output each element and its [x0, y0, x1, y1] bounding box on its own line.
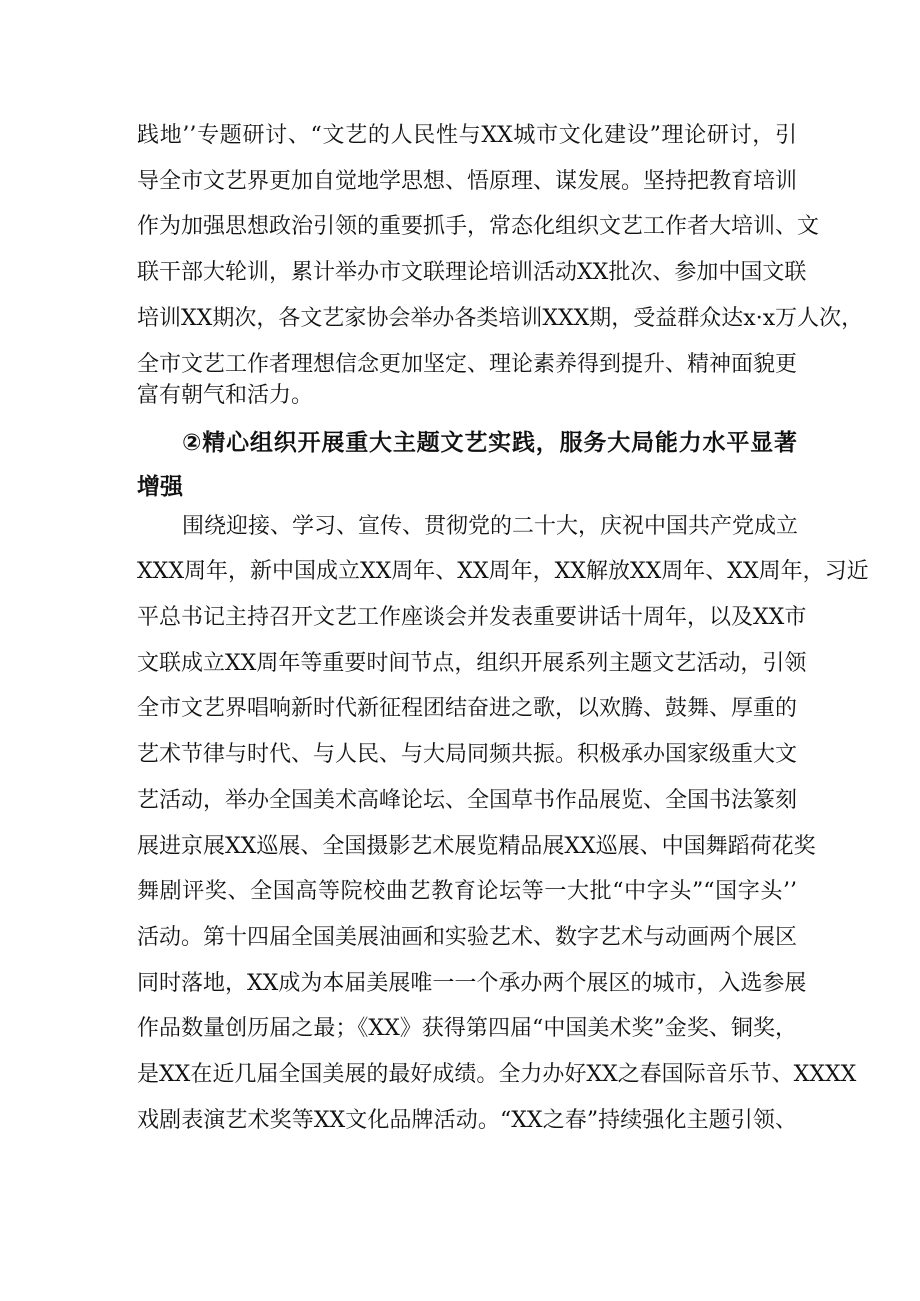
paragraph-1-line: 全市文艺工作者理想信念更加坚定、理论素养得到提升、精神面貌更 [137, 352, 798, 377]
paragraph-1-line: 联干部大轮训，累计举办市文联理论培训活动XX批次、参加中国文联 [137, 260, 807, 285]
paragraph-2-line: 围绕迎接、学习、宣传、贯彻党的二十大，庆祝中国共产党成立 [182, 514, 799, 539]
paragraph-2-line: XXX周年，新中国成立XX周年、XX周年，XX解放XX周年、XX周年，习近 [137, 559, 869, 584]
paragraph-2-line: 艺活动，举办全国美术高峰论坛、全国草书作品展览、全国书法篆刻 [137, 788, 798, 813]
paragraph-2-line: 同时落地，XX成为本届美展唯一一个承办两个展区的城市，入选参展 [137, 971, 807, 996]
paragraph-2-line: 是XX在近几届全国美展的最好成绩。全力办好XX之春国际音乐节、XXXX [137, 1062, 857, 1087]
paragraph-2-line: 平总书记主持召开文艺工作座谈会并发表重要讲话十周年，以及XX市 [137, 605, 807, 630]
paragraph-2-line: 作品数量创历届之最；《XX》获得第四届“中国美术奖”金奖、铜奖， [137, 1016, 797, 1041]
paragraph-2-line: 全市文艺界唱响新时代新征程团结奋进之歌，以欢腾、鼓舞、厚重的 [137, 696, 798, 721]
section-heading: ②精心组织开展重大主题文艺实践，服务大局能力水平显著 [182, 430, 797, 456]
paragraph-1-line: 培训XX期次，各文艺家协会举办各类培训XXX期，受益群众达x·x万人次， [137, 306, 864, 331]
paragraph-2-line: 展进京展XX巡展、全国摄影艺术展览精品展XX巡展、中国舞蹈荷花奖 [137, 834, 816, 859]
paragraph-1-line: 导全市文艺界更加自觉地学思想、悟原理、谋发展。坚持把教育培训 [137, 169, 798, 194]
paragraph-2-line: 艺术节律与时代、与人民、与大局同频共振。积极承办国家级重大文 [137, 742, 798, 767]
paragraph-1-line: 作为加强思想政治引领的重要抓手，常态化组织文艺工作者大培训、文 [137, 214, 820, 239]
paragraph-2-line: 舞剧评奖、全国高等院校曲艺教育论坛等一大批“中字头”“国字头’’ [137, 879, 797, 904]
paragraph-2-line: 戏剧表演艺术奖等XX文化品牌活动。“XX之春”持续强化主题引领、 [137, 1108, 797, 1133]
paragraph-1-line: 富有朝气和活力。 [137, 383, 314, 408]
paragraph-2-line: 活动。第十四届全国美展油画和实验艺术、数字艺术与动画两个展区 [137, 925, 798, 950]
paragraph-1-line: 践地’’专题研讨、“文艺的人民性与XX城市文化建设”理论研讨，引 [137, 123, 797, 148]
section-heading: 增强 [137, 474, 183, 500]
paragraph-2-line: 文联成立XX周年等重要时间节点，组织开展系列主题文艺活动，引领 [137, 651, 807, 676]
